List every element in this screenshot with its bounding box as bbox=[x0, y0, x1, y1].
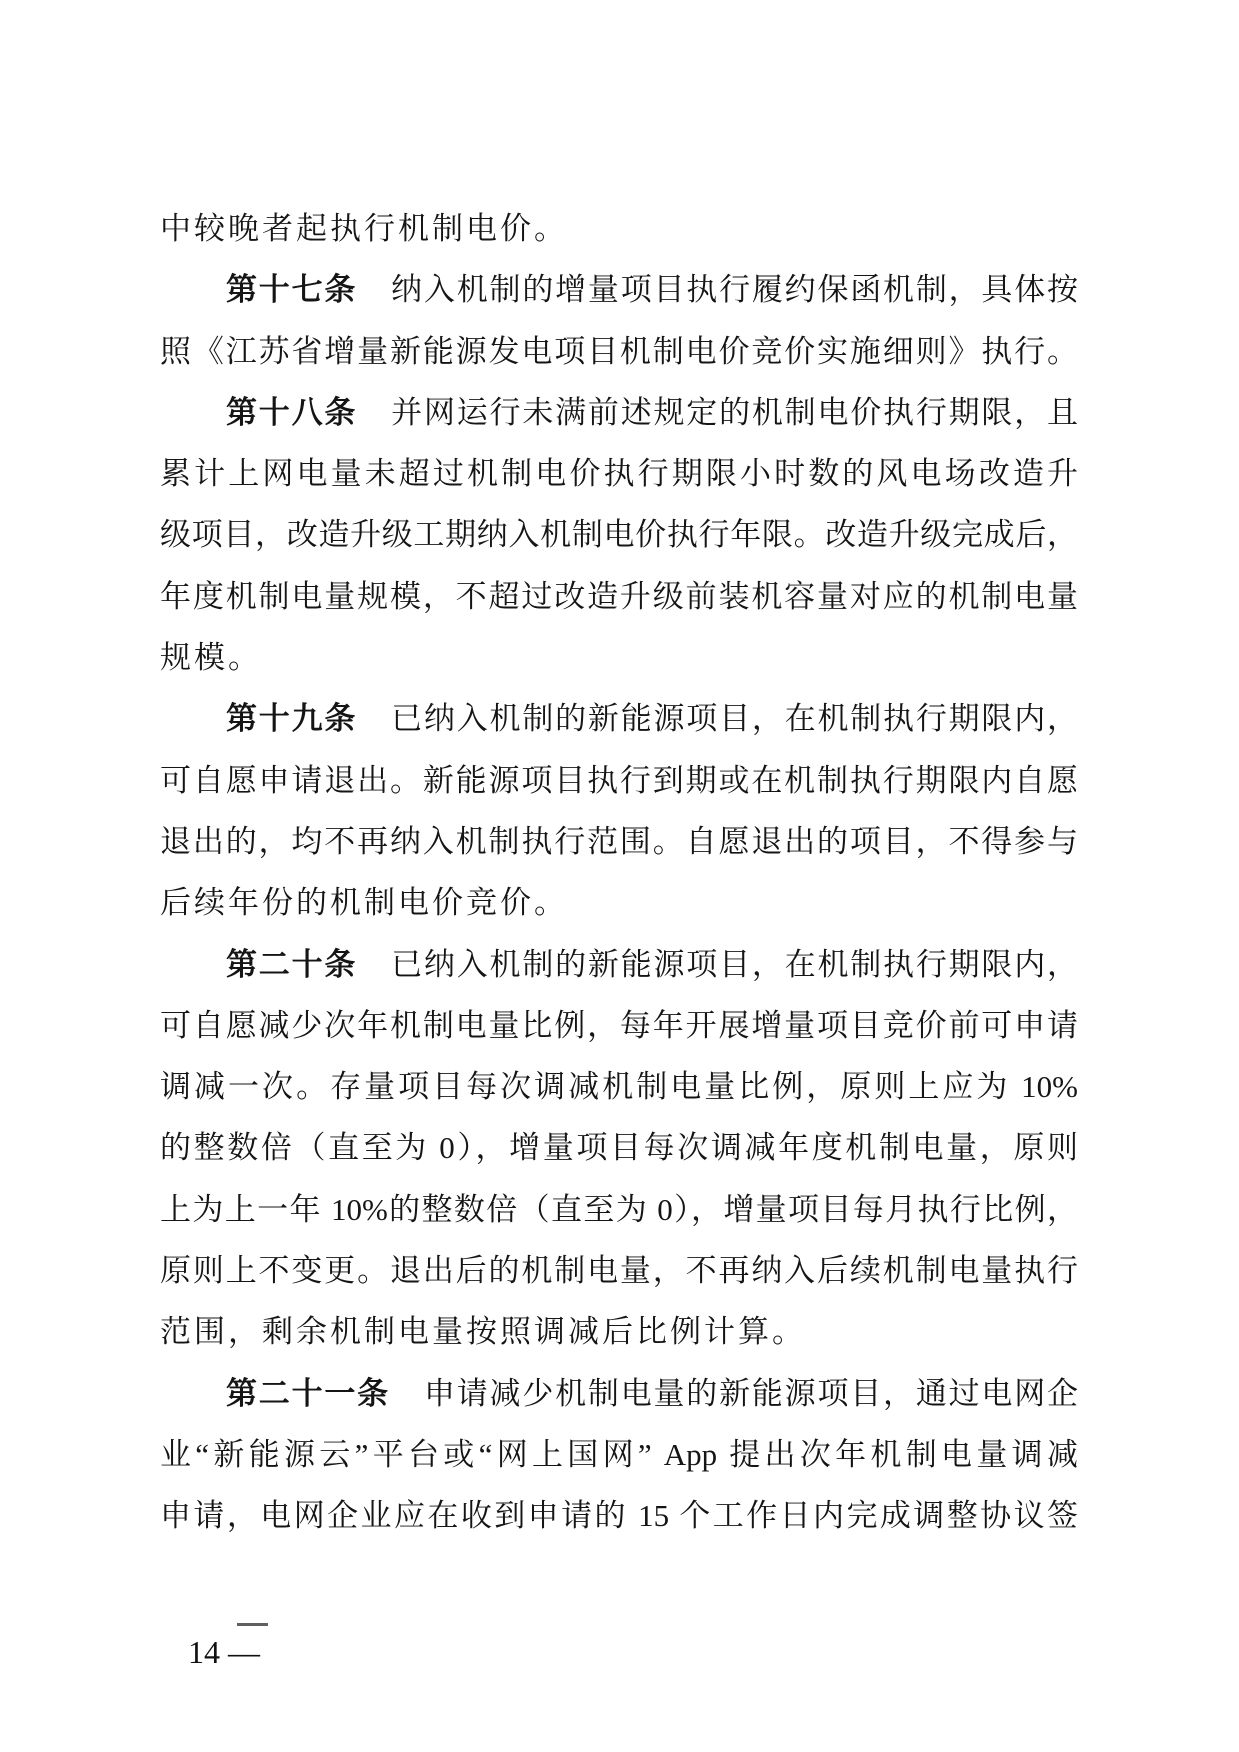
text-line bbox=[160, 934, 1078, 995]
text-line bbox=[160, 443, 1078, 504]
text-segment: 调减一次。存量项目每次调减机制电量比例，原则上应为 10% bbox=[160, 1069, 1078, 1105]
text-line bbox=[160, 198, 1078, 259]
text-line bbox=[160, 811, 1078, 872]
article-number: 第十七条 bbox=[226, 272, 358, 308]
text-segment: 规模。 bbox=[160, 640, 262, 676]
article-number: 第二十一条 bbox=[226, 1375, 390, 1411]
text-segment: 级项目，改造升级工期纳入机制电价执行年限。改造升级完成后， bbox=[160, 517, 1078, 553]
article-number: 第十八条 bbox=[226, 394, 358, 430]
text-segment: 上为上一年 10%的整数倍（直至为 0），增量项目每月执行比例， bbox=[160, 1191, 1078, 1227]
text-line bbox=[160, 627, 1078, 688]
text-line bbox=[160, 259, 1078, 320]
text-segment: 中较晚者起执行机制电价。 bbox=[160, 211, 568, 246]
text-segment: 可自愿申请退出。新能源项目执行到期或在机制执行期限内自愿 bbox=[160, 762, 1078, 798]
text-segment: 照《江苏省增量新能源发电项目机制电价竞价实施细则》执行。 bbox=[160, 333, 1078, 369]
text-segment: 已纳入机制的新能源项目，在机制执行期限内， bbox=[391, 701, 1079, 737]
text-line bbox=[160, 504, 1078, 565]
text-line bbox=[160, 1301, 1078, 1362]
text-line bbox=[160, 1179, 1078, 1240]
text-segment: 申请减少机制电量的新能源项目，通过电网企 bbox=[423, 1375, 1079, 1411]
text-segment: 后续年份的机制电价竞价。 bbox=[160, 885, 568, 921]
text-segment: 已纳入机制的新能源项目，在机制执行期限内， bbox=[391, 946, 1079, 982]
text-line bbox=[160, 688, 1078, 749]
text-segment: 的整数倍（直至为 0），增量项目每次调减年度机制电量，原则 bbox=[160, 1130, 1078, 1166]
text-segment: 业“新能源云”平台或“网上国网” App 提出次年机制电量调减 bbox=[160, 1436, 1078, 1472]
text-segment: 原则上不变更。退出后的机制电量，不再纳入后续机制电量执行 bbox=[160, 1253, 1078, 1289]
footer-dash bbox=[237, 1623, 268, 1626]
text-segment: 累计上网电量未超过机制电价执行期限小时数的风电场改造升 bbox=[160, 456, 1078, 492]
text-line bbox=[160, 1424, 1078, 1485]
text-segment: 年度机制电量规模，不超过改造升级前装机容量对应的机制电量 bbox=[160, 578, 1078, 614]
text-segment: 申请，电网企业应在收到申请的 15 个工作日内完成调整协议签 bbox=[160, 1498, 1078, 1534]
text-line bbox=[160, 566, 1078, 627]
text-line bbox=[160, 382, 1078, 443]
text-segment: 纳入机制的增量项目执行履约保函机制，具体按 bbox=[391, 272, 1079, 308]
text-line bbox=[160, 872, 1078, 933]
text-line bbox=[160, 321, 1078, 382]
text-line bbox=[160, 1117, 1078, 1178]
article-number: 第十九条 bbox=[226, 701, 358, 737]
text-line bbox=[160, 1363, 1078, 1424]
text-segment: 范围，剩余机制电量按照调减后比例计算。 bbox=[160, 1314, 806, 1350]
page-number: 14 — bbox=[188, 1634, 260, 1670]
article-number: 第二十条 bbox=[226, 946, 358, 982]
text-line bbox=[160, 1485, 1078, 1546]
text-line bbox=[160, 995, 1078, 1056]
text-segment: 退出的，均不再纳入机制执行范围。自愿退出的项目，不得参与 bbox=[160, 823, 1078, 859]
document-body bbox=[160, 198, 1078, 1547]
text-segment: 并网运行未满前述规定的机制电价执行期限，且 bbox=[391, 394, 1079, 430]
text-line bbox=[160, 1240, 1078, 1301]
text-line bbox=[160, 1056, 1078, 1117]
text-line bbox=[160, 750, 1078, 811]
text-segment: 可自愿减少次年机制电量比例，每年开展增量项目竞价前可申请 bbox=[160, 1007, 1078, 1043]
